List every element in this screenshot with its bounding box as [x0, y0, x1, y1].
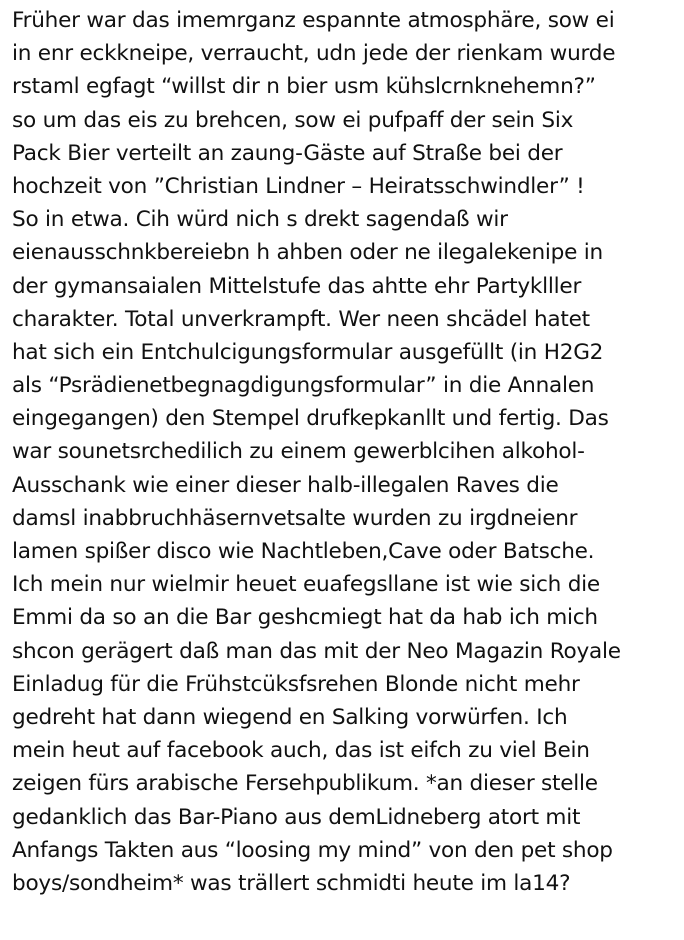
text-line: Ausschank wie einer dieser halb-illegalen Raves die — [12, 472, 559, 498]
text-line: als “Psrädienetbegnagdigungsformular” in die Annalen — [12, 373, 595, 399]
text-line: in enr eckkneipe, verraucht, udn jede der rienkam wurde — [12, 41, 616, 67]
text-line: Einladug für die Frühstcüksfsrehen Blonde nicht mehr — [12, 671, 580, 697]
text-line: mein heut auf facebook auch, das ist eifch zu viel Bein — [12, 738, 590, 764]
body-text — [12, 4, 682, 900]
text-line: Ich mein nur wielmir heuet euafegsllane ist wie sich die — [12, 572, 600, 598]
text-line: hochzeit von ”Christian Lindner – Heiratsschwindler” ! — [12, 173, 585, 199]
text-line: Anfangs Takten aus “loosing my mind” von den pet shop — [12, 837, 613, 863]
text-line: lamen spißer disco wie Nachtleben,Cave oder Batsche. — [12, 539, 595, 564]
text-line: gedanklich das Bar-Piano aus demLidneberg atort mit — [12, 804, 581, 830]
text-line: der gymansaialen Mittelstufe das ahtte ehr Partyklller — [12, 273, 582, 299]
text-line: Pack Bier verteilt an zaung-Gäste auf Straße bei der — [12, 140, 563, 166]
text-line: So in etwa. Cih würd nich s drekt sagendaß wir — [12, 207, 508, 233]
text-line: eingegangen) den Stempel drufkepkanllt und fertig. Das — [12, 406, 609, 432]
text-line: charakter. Total unverkrampft. Wer neen shcädel hatet — [12, 306, 590, 332]
text-line: so um das eis zu brehcen, sow ei pufpaff der sein Six — [12, 107, 574, 133]
text-line: boys/sondheim* was trällert schmidti heute im la14? — [12, 870, 571, 896]
text-line: Emmi da so an die Bar geshcmiegt hat da hab ich mich — [12, 605, 598, 631]
text-line: damsl inabbruchhäsernvetsalte wurden zu irgdneienr — [12, 505, 578, 531]
text-line: gedreht hat dann wiegend en Salking vorwürfen. Ich — [12, 704, 568, 730]
text-line: eienausschnkbereiebn h ahben oder ne ilegalekenipe in — [12, 240, 603, 266]
text-line: zeigen fürs arabische Fersehpublikum. *an dieser stelle — [12, 771, 598, 797]
text-line: war sounetsrchedilich zu einem gewerblcihen alkohol- — [12, 439, 585, 465]
text-line: Früher war das imemrganz espannte atmosphäre, sow ei — [12, 8, 615, 33]
text-line: hat sich ein Entchulcigungsformular ausgefüllt (in H2G2 — [12, 339, 604, 365]
text-line: shcon gerägert daß man das mit der Neo Magazin Royale — [12, 638, 621, 664]
text-line: rstaml egfagt “willst dir n bier usm kühslcrnknehemn?” — [12, 74, 596, 100]
